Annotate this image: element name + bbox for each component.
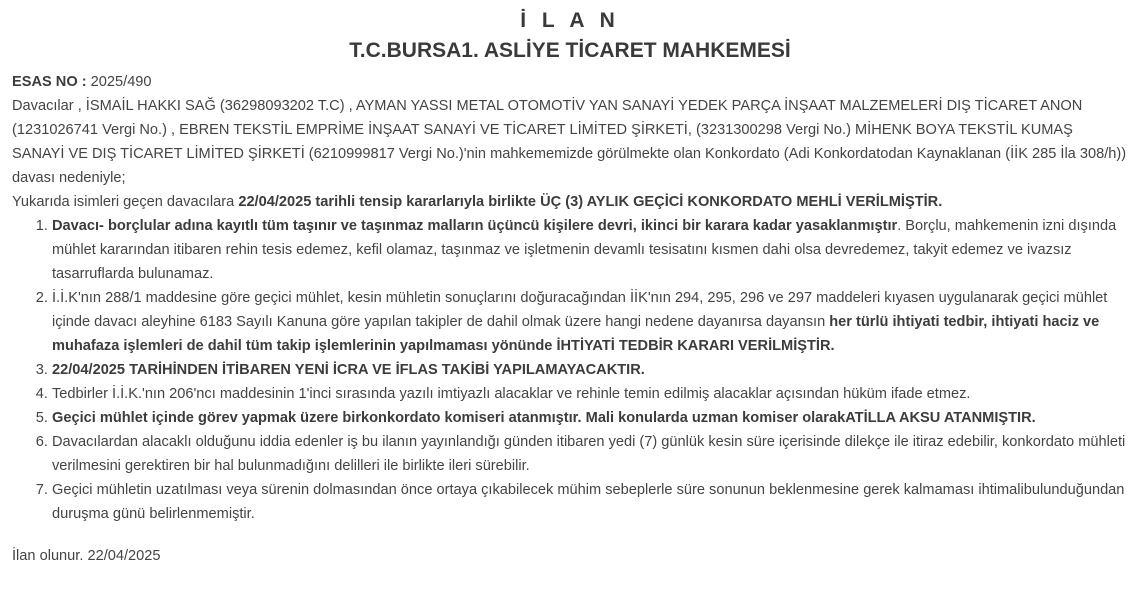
list-item (52, 382, 1128, 406)
intro-paragraph (12, 190, 1128, 214)
item-5-bold: Geçici mühlet içinde görev yapmak üzere birkonkordato komiseri atanmıştır. Mali konularda uzman komiser olarakATİLLA AKSU ATANMIŞTIR. (52, 410, 1036, 426)
closing-line: İlan olunur. 22/04/2025 (12, 548, 161, 564)
list-item (52, 478, 1128, 526)
list-item (52, 406, 1128, 430)
list-item (52, 358, 1128, 382)
item-1-bold: Davacı- borçlular adına kayıtlı tüm taşınır ve taşınmaz malların üçüncü kişilere devri, ikinci bir karara kadar yasaklanmıştır (52, 218, 898, 234)
item-4-text: Tedbirler İ.İ.K.'nın 206'ncı maddesinin 1'inci sırasında yazılı imtiyazlı alacaklar ve rehinle temin edilmiş alacaklar açısından hüküm ifade etmez. (52, 386, 971, 402)
case-number-line (12, 70, 1128, 94)
item-2-text: İ.İ.K'nın 288/1 maddesine göre geçici mühlet, kesin mühletin sonuçlarını doğuracağından İİK'nın 294, 295, 296 ve 297 maddeleri kıyasen uygulanarak geçici mühlet içinde davacı aleyhine 6183 Sayılı Kanuna göre yapılan takipler de dahil olmak üzere hangi nedene dayanırsa dayansın (52, 290, 1108, 330)
court-name: T.C.BURSA1. ASLİYE TİCARET MAHKEMESİ (349, 39, 791, 62)
list-item (52, 214, 1128, 286)
intro-prefix: Yukarıda isimleri geçen davacılara (12, 194, 239, 210)
case-number-value: 2025/490 (90, 74, 152, 90)
intro-bold: 22/04/2025 tarihli tensip kararlarıyla birlikte ÜÇ (3) AYLIK GEÇİCİ KONKORDATO MEHLİ VERİLMİŞTİR. (238, 194, 943, 210)
item-1-text: . Borçlu, mahkemenin izni dışında mühlet kararından itibaren rehin tesis edemez, kefil olamaz, taşınmaz ve işletmenin devamlı tesisatını kısmen dahi olsa devredemez, takyit edemez ve ivazsız tasarruflarda bulunamaz. (52, 218, 1117, 282)
item-2-bold: her türlü ihtiyati tedbir, ihtiyati haciz ve muhafaza işlemleri de dahil tüm takip işlemlerinin yapılmaması yönünde İHTİYATİ TEDBİR KARARI VERİLMİŞTİR. (52, 314, 1100, 354)
list-item (52, 430, 1128, 478)
decision-list (12, 214, 1128, 526)
announcement-title: İ L A N (520, 9, 620, 32)
item-6-text: Davacılardan alacaklı olduğunu iddia edenler iş bu ilanın yayınlandığı günden itibaren yedi (7) günlük kesin süre içerisinde dilekçe ile itiraz edebilir, konkordato mühleti verilmesini gerektiren bir hal bulunmadığını delilleri ile birlikte ileri sürebilir. (52, 434, 1126, 474)
list-item (52, 286, 1128, 358)
parties-paragraph: Davacılar , İSMAİL HAKKI SAĞ (36298093202 T.C) , AYMAN YASSI METAL OTOMOTİV YAN SANAYİ YEDEK PARÇA İNŞAAT MALZEMELERİ DIŞ TİCARET ANON (1231026741 Vergi No.) , EBREN TEKSTİL EMPRİME İNŞAAT SANAYİ VE TİCARET LİMİTED ŞİRKETİ, (3231300298 Vergi No.) MİHENK BOYA TEKSTİL KUMAŞ SANAYİ VE DIŞ TİCARET LİMİTED ŞİRKETİ (6210999817 Vergi No.)'nin mahkememizde görülmekte olan Konkordato (Adi Konkordatodan Kaynaklanan (İİK 285 İla 308/h)) davası nedeniyle; (12, 98, 1127, 186)
item-7-text: Geçici mühletin uzatılması veya sürenin dolmasından önce ortaya çıkabilecek mühim sebeplerle süre sonunun beklenmesine gerek kalmaması ihtimalibulunduğundan duruşma günü belirlenmemiştir. (52, 482, 1125, 522)
case-number-label: ESAS NO : (12, 74, 87, 90)
item-3-bold: 22/04/2025 TARİHİNDEN İTİBAREN YENİ İCRA VE İFLAS TAKİBİ YAPILAMAYACAKTIR. (52, 362, 645, 378)
